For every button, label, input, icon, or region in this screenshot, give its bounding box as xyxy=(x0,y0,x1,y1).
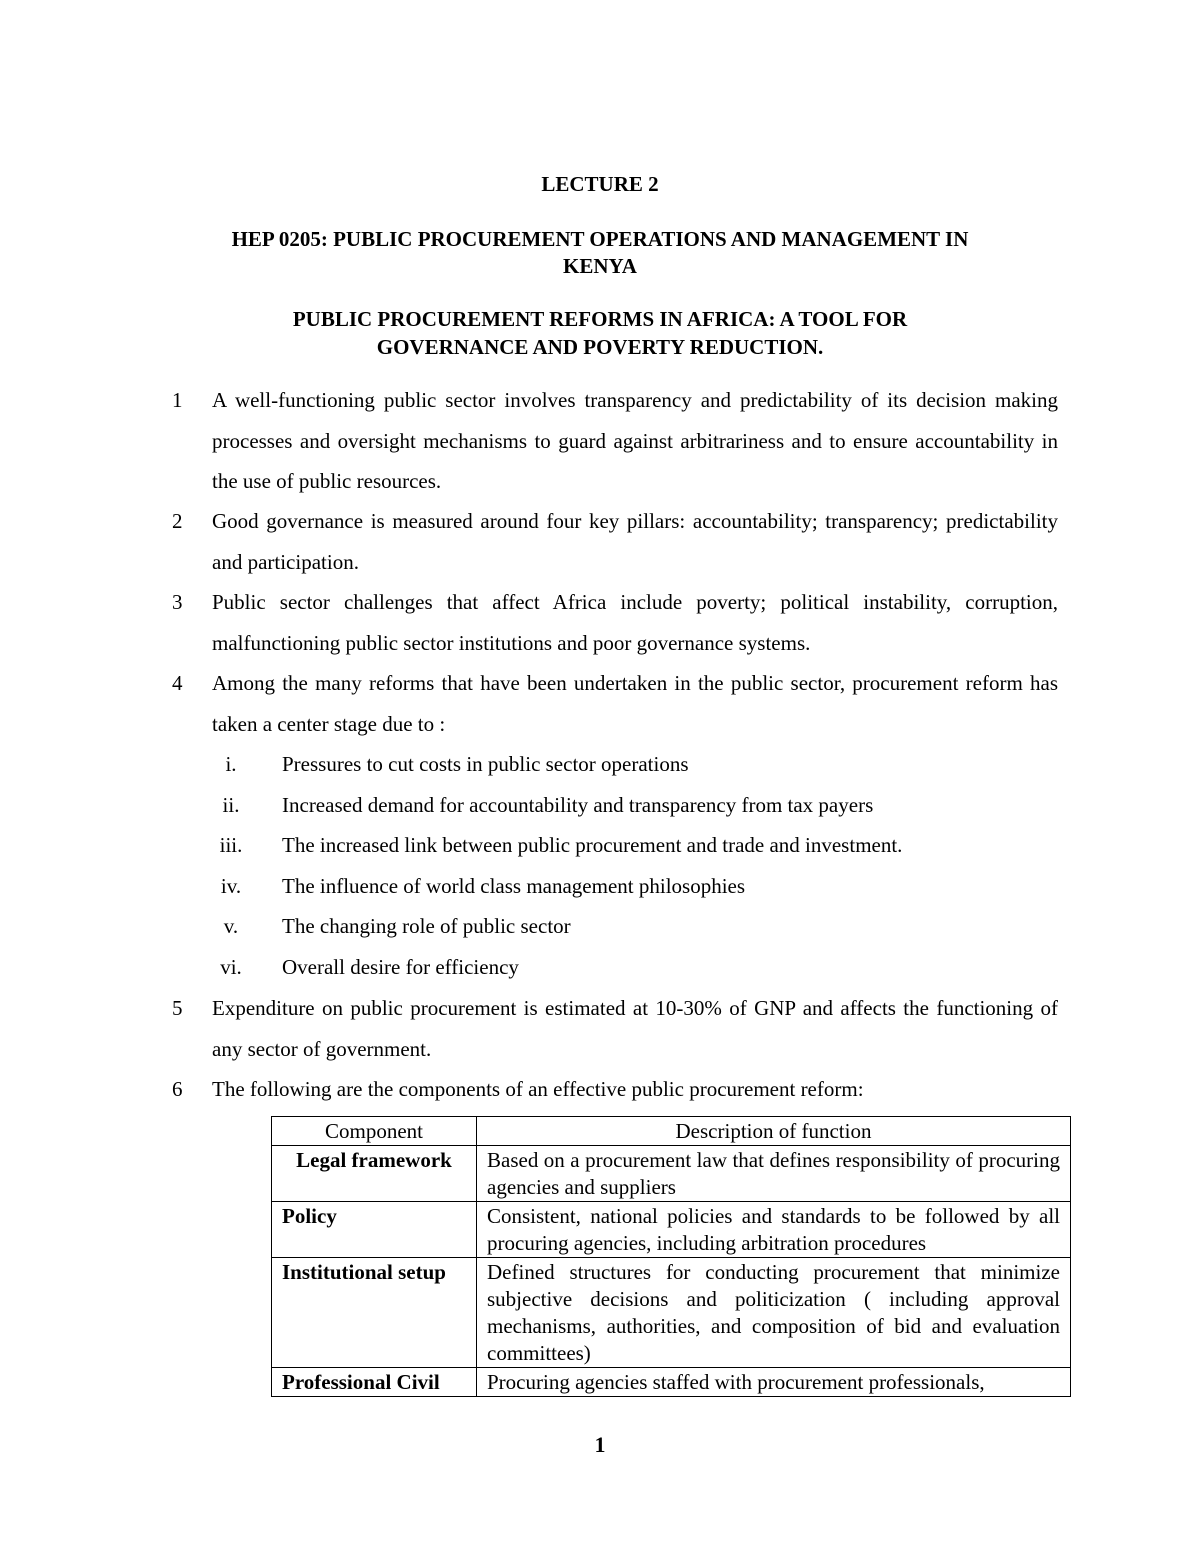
point-6 xyxy=(172,1069,1058,1110)
component-cell: Professional Civil xyxy=(272,1368,477,1397)
reason-text: The changing role of public sector xyxy=(282,914,571,938)
lecture-title: LECTURE 2 xyxy=(541,172,659,196)
reason-item xyxy=(200,947,1000,987)
point-number: 4 xyxy=(172,671,183,695)
point-1 xyxy=(172,380,1058,502)
point-text: Good governance is measured around four key pillars: accountability; transparency; predictability and participation. xyxy=(212,509,1058,574)
point-text: A well-functioning public sector involves transparency and predictability of its decision making processes and oversight mechanisms to guard against arbitrariness and to ensure accountability in the use of public resources. xyxy=(212,388,1058,493)
description-cell: Defined structures for conducting procurement that minimize subjective decisions and politicization ( including approval mechanisms, authorities, and composition of bid and evaluation committees) xyxy=(477,1258,1071,1368)
component-cell: Policy xyxy=(272,1202,477,1258)
reason-item xyxy=(200,785,1000,825)
reason-text: Increased demand for accountability and transparency from tax payers xyxy=(282,793,874,817)
course-title-line-2: KENYA xyxy=(563,254,637,278)
course-title-line-1: HEP 0205: PUBLIC PROCUREMENT OPERATIONS AND MANAGEMENT IN xyxy=(231,227,969,251)
reason-numeral: iii. xyxy=(219,833,243,857)
component-cell: Legal framework xyxy=(272,1146,477,1202)
reason-item xyxy=(200,825,1000,865)
point-text: The following are the components of an effective public procurement reform: xyxy=(212,1077,864,1101)
point-5 xyxy=(172,988,1058,1069)
point-text: Expenditure on public procurement is estimated at 10-30% of GNP and affects the functioning of any sector of government. xyxy=(212,996,1058,1061)
point-number: 6 xyxy=(172,1077,183,1101)
reason-numeral: i. xyxy=(225,752,237,776)
reason-item xyxy=(200,866,1000,906)
point-4 xyxy=(172,663,1058,744)
reason-numeral: ii. xyxy=(222,793,240,817)
point-text: Public sector challenges that affect Africa include poverty; political instability, corruption, malfunctioning public sector institutions and poor governance systems. xyxy=(212,590,1058,655)
point-number: 1 xyxy=(172,388,183,412)
reason-item xyxy=(200,744,1000,784)
reason-text: Pressures to cut costs in public sector operations xyxy=(282,752,689,776)
column-header-description: Description of function xyxy=(477,1117,1071,1146)
point-number: 3 xyxy=(172,590,183,614)
reason-text: Overall desire for efficiency xyxy=(282,955,519,979)
description-cell: Based on a procurement law that defines responsibility of procuring agencies and suppliers xyxy=(477,1146,1071,1202)
description-cell: Consistent, national policies and standards to be followed by all procuring agencies, including arbitration procedures xyxy=(477,1202,1071,1258)
column-header-component: Component xyxy=(272,1117,477,1146)
table-row xyxy=(272,1258,1071,1368)
table-row xyxy=(272,1146,1071,1202)
table-row xyxy=(272,1202,1071,1258)
reason-numeral: vi. xyxy=(220,955,242,979)
table-row xyxy=(272,1368,1071,1397)
reason-text: The influence of world class management philosophies xyxy=(282,874,746,898)
point-number: 5 xyxy=(172,996,183,1020)
point-2 xyxy=(172,501,1058,582)
table-header-row xyxy=(272,1117,1071,1146)
reason-numeral: v. xyxy=(223,914,239,938)
point-3 xyxy=(172,582,1058,663)
reason-text: The increased link between public procurement and trade and investment. xyxy=(282,833,903,857)
page-number: 1 xyxy=(594,1432,606,1457)
point-text: Among the many reforms that have been undertaken in the public sector, procurement reform has taken a center stage due to : xyxy=(212,671,1058,736)
description-cell: Procuring agencies staffed with procurement professionals, xyxy=(477,1368,1071,1397)
topic-title-line-2: GOVERNANCE AND POVERTY REDUCTION. xyxy=(376,335,824,359)
reason-numeral: iv. xyxy=(220,874,242,898)
component-cell: Institutional setup xyxy=(272,1258,477,1368)
components-table xyxy=(271,1116,1071,1397)
reason-item xyxy=(200,906,1000,946)
point-number: 2 xyxy=(172,509,183,533)
topic-title-line-1: PUBLIC PROCUREMENT REFORMS IN AFRICA: A TOOL FOR xyxy=(292,307,908,331)
